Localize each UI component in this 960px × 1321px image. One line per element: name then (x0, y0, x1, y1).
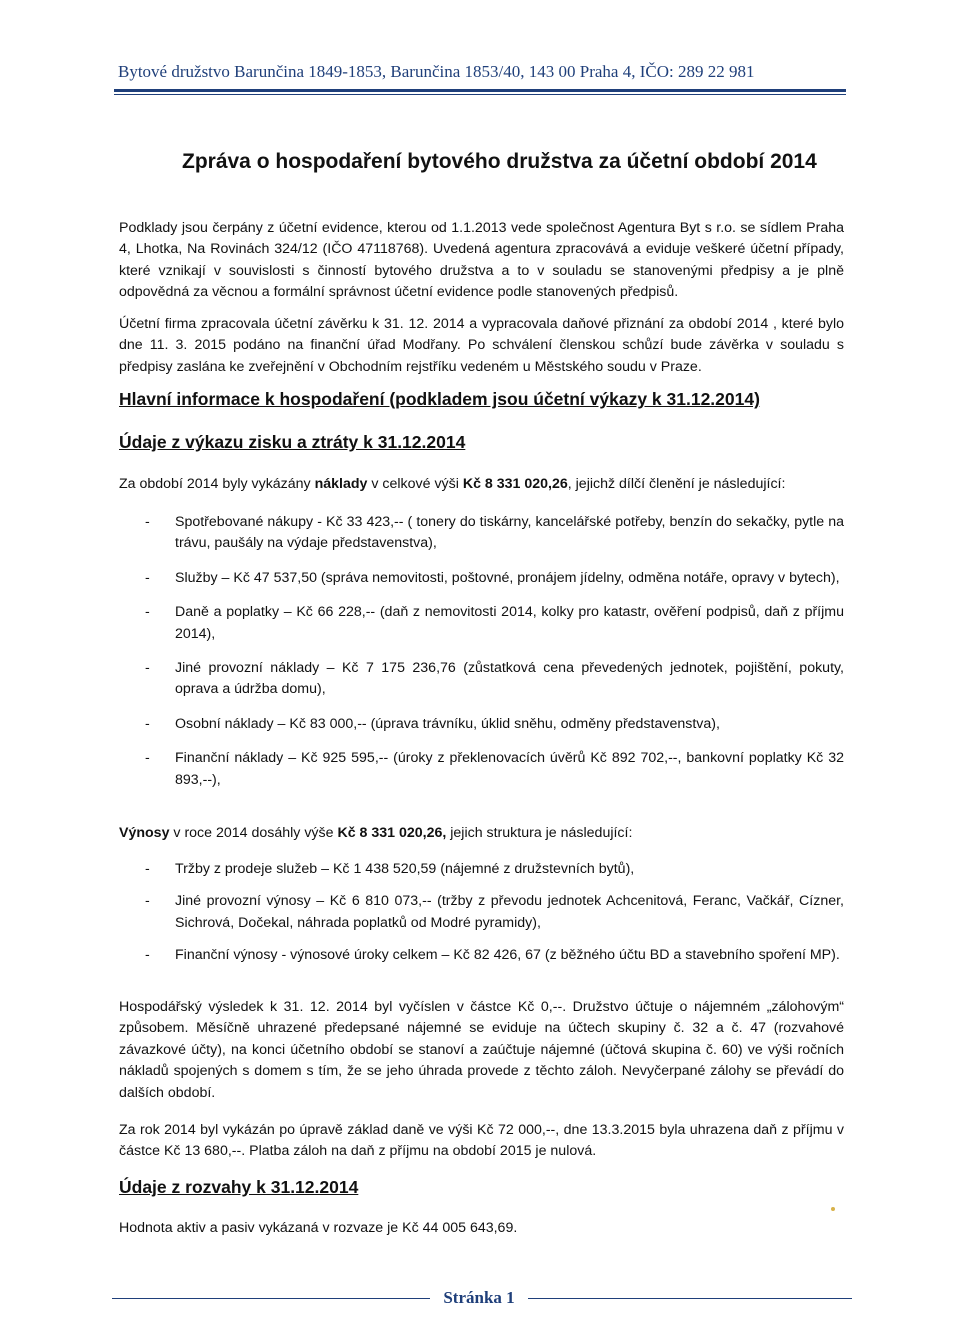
list-dash: - (145, 893, 150, 910)
costs-intro-middle: v celkové výši (367, 476, 463, 492)
revenue-intro-middle: v roce 2014 dosáhly výše (169, 825, 338, 841)
revenue-list (119, 859, 844, 978)
sources-paragraph: Podklady jsou čerpány z účetní evidence, kterou od 1.1.2013 vede společnost Agentura Byt s r.o. se sídlem Praha 4, Lhotka, Na Rovinách 324/12 (IČO 47118768). Uvedená agentura zpracovává a eviduje veškeré účetní případy, které vznikají v souvislosti s činností bytového družstva a to v souladu se stanovenými předpisy a je plně odpovědná za věcnou a formální správnost účetní evidence podle stanovených předpisů. (119, 220, 844, 301)
list-dash: - (145, 569, 150, 586)
list-item-text: Finanční náklady – Kč 925 595,-- (úroky z překlenovacích úvěrů Kč 892 702,--, bankovní poplatky Kč 32 893,--), (175, 750, 844, 788)
list-item-text: Jiné provozní náklady – Kč 7 175 236,76 (zůstatková cena převedených jednotek, pojištění, pokuty, oprava a údržba domu), (175, 660, 844, 698)
list-dash: - (145, 514, 150, 530)
balance-sheet-heading: Údaje z rozvahy k 31.12.2014 (119, 1177, 359, 1197)
revenue-intro (119, 823, 844, 844)
balance-paragraph: Hodnota aktiv a pasiv vykázaná v rozvaze je Kč 44 005 643,69. (119, 1220, 518, 1236)
result-paragraph: Hospodářský výsledek k 31. 12. 2014 byl vyčíslen v částce Kč 0,--. Družstvo účtuje o nájemném „zálohovým“ způsobem. Měsíčně uhrazené předepsané nájemné se eviduje na účtech skupiny č. 32 a č. 47 (rozvahové závazkové účty), na konci účetního období se stanoví a zaúčtuje nájemné (účtová skupina č. 60) ve výši ročních nákladů spojených s domem s tím, že se jeho úhrada provede z těchto záloh. Nevyčerpané zálohy se převádí do dalších období. (119, 999, 844, 1101)
list-item-text: Tržby z prodeje služeb – Kč 1 438 520,59 (nájemné z družstevních bytů), (175, 861, 635, 877)
footer-rule-left (112, 1298, 430, 1299)
costs-list (119, 512, 844, 804)
list-dash: - (145, 660, 150, 677)
list-item-text: Osobní náklady – Kč 83 000,-- (úprava trávníku, úklid sněhu, odměny představenstva), (175, 715, 720, 732)
costs-total-amount: Kč 8 331 020,26 (462, 476, 568, 492)
list-dash: - (145, 715, 150, 732)
revenue-intro-bold-word: Výnosy (119, 825, 170, 841)
tax-paragraph: Za rok 2014 byl vykázán po úpravě základ daně ve výši Kč 72 000,--, dne 13.3.2015 byla uhrazena daň z příjmu v částce Kč 13 680,--. Platba záloh na daň z příjmu na období 2015 je nulová. (119, 1122, 844, 1160)
list-dash: - (145, 604, 150, 621)
income-statement-heading: Údaje z výkazu zisku a ztráty k 31.12.2014 (119, 432, 466, 452)
list-item (119, 568, 844, 589)
main-heading: Hlavní informace k hospodaření (podkladem jsou účetní výkazy k 31.12.2014) (119, 389, 760, 409)
list-dash: - (145, 861, 150, 877)
page-number: Stránka 1 (443, 1288, 515, 1307)
footer-rule-right (528, 1298, 852, 1299)
list-item (119, 945, 844, 966)
letterhead-rule (114, 89, 846, 92)
list-dash: - (145, 947, 150, 964)
list-item (119, 748, 844, 791)
letterhead-rule-thin (114, 94, 846, 95)
list-item (119, 602, 844, 645)
list-item (119, 658, 844, 701)
list-item (119, 512, 844, 555)
scan-speck (831, 1207, 835, 1211)
revenue-intro-end: jejich struktura je následující: (446, 825, 633, 841)
list-item-text: Finanční výnosy - výnosové úroky celkem – Kč 82 426, 67 (z běžného účtu BD a stavebního spoření MP). (175, 947, 840, 964)
costs-intro-text: Za období 2014 byly vykázány (119, 476, 315, 492)
costs-intro-end: , jejichž dílčí členění je následující: (567, 476, 786, 492)
letterhead: Bytové družstvo Barunčina 1849-1853, Barunčina 1853/40, 143 00 Praha 4, IČO: 289 22 981 (118, 62, 755, 81)
closing-paragraph: Účetní firma zpracovala účetní závěrku k 31. 12. 2014 a vypracovala daňové přiznání za období 2014 , které bylo dne 11. 3. 2015 podáno na finanční úřad Modřany. Po schválení členskou schůzí bude závěrka v souladu s předpisy zaslána ke zveřejnění v Obchodním rejstříku vedeném u Městského soudu v Praze. (119, 316, 844, 375)
revenue-total-amount: Kč 8 331 020,26, (337, 825, 447, 841)
costs-intro (119, 474, 844, 495)
list-item (119, 714, 844, 735)
list-item-text: Služby – Kč 47 537,50 (správa nemovitosti, poštovné, pronájem jídelny, odměna notáře, opravy v bytech), (175, 569, 840, 586)
list-item-text: Spotřebované nákupy - Kč 33 423,-- ( tonery do tiskárny, kancelářské potřeby, benzín do sekačky, pytle na trávu, paušály na výdaje představenstva), (175, 514, 844, 552)
document-title: Zpráva o hospodaření bytového družstva za účetní období 2014 (182, 150, 817, 173)
list-item-text: Daně a poplatky – Kč 66 228,-- (daň z nemovitosti 2014, kolky pro katastr, ověření podpisů, daň z příjmu 2014), (175, 604, 844, 642)
list-item-text: Jiné provozní výnosy – Kč 6 810 073,-- (tržby z převodu jednotek Achcenitová, Feranc, Vačkář, Cízner, Sichrová, Dočekal, náhrada poplatků od Modré pyramidy), (175, 893, 844, 931)
list-item (119, 891, 844, 934)
list-item (119, 859, 844, 880)
costs-intro-bold-word: náklady (314, 476, 368, 492)
list-dash: - (145, 750, 150, 767)
